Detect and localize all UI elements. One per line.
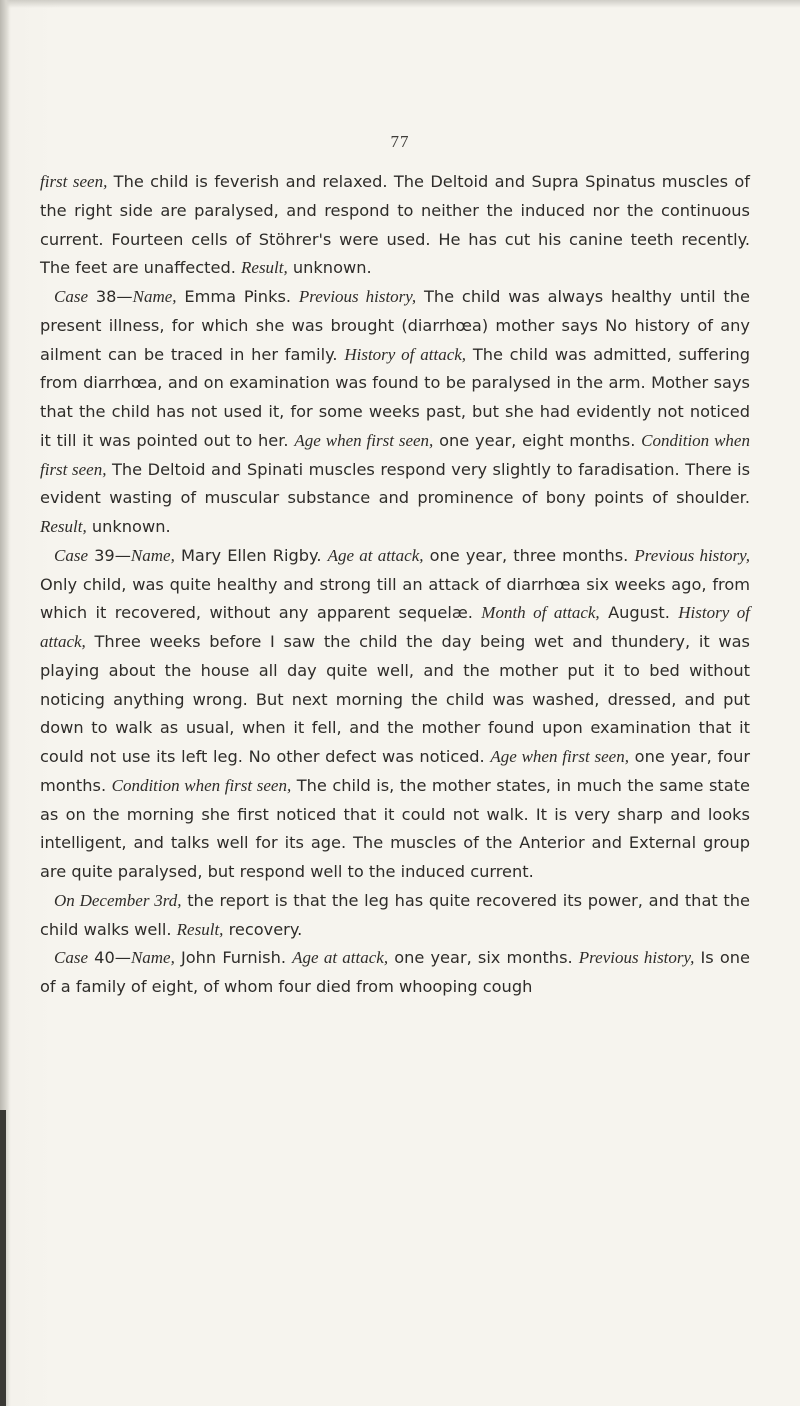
text-run: Emma Pinks.: [176, 287, 299, 306]
text-run: one year, four months.: [40, 747, 750, 795]
italic-label: first seen,: [40, 172, 108, 191]
page-number: 77: [390, 132, 410, 151]
text-run: the report is that the leg has quite recovered its power, and that the child walks well.: [40, 890, 750, 939]
italic-label: Case: [54, 545, 88, 565]
italic-label: Age when first seen,: [294, 430, 434, 450]
paragraph-case-38: [40, 283, 750, 542]
text-run: one year, eight months.: [433, 430, 642, 450]
paragraph-case-39-followup: [40, 887, 750, 945]
italic-label: Previous history,: [578, 948, 695, 968]
text-run: 38—: [88, 287, 133, 306]
page-top-shadow: [0, 0, 800, 8]
italic-label: Condition when first seen,: [111, 775, 292, 795]
text-run: recovery.: [223, 919, 303, 939]
text-run: unknown.: [86, 517, 171, 536]
italic-label: Name,: [130, 545, 175, 565]
body-text: [40, 168, 750, 1002]
paragraph-case-37-continued: [40, 168, 750, 283]
text-run: John Furnish.: [174, 948, 293, 968]
text-run: one year, three months.: [423, 545, 635, 565]
paragraph-case-39: [40, 542, 750, 887]
italic-label: On December 3rd,: [54, 890, 182, 910]
text-run: unknown.: [287, 258, 372, 278]
italic-label: Result,: [176, 919, 224, 939]
italic-label: Case: [54, 287, 88, 306]
text-run: The child is feverish and relaxed. The Deltoid and Supra Spinatus muscles of the right side are paralysed, and respond to neither the induced nor the continuous current. Fourteen cells of Stöhrer's were used. He has cut his canine teeth recently. The feet are unaffected.: [40, 172, 751, 278]
text-run: August.: [599, 603, 679, 623]
text-run: Is one of a family of eight, of whom four died from whooping cough: [40, 948, 751, 996]
text-run: The child was always healthy until the present illness, for which she was brought (diarrhœa) mother says No history of any ailment can be traced in her family.: [40, 287, 750, 364]
italic-label: Age when first seen,: [490, 747, 629, 766]
italic-label: Result,: [241, 258, 288, 278]
italic-label: Age at attack,: [327, 545, 424, 565]
text-run: Mary Ellen Rigby.: [174, 545, 328, 565]
text-run: The child is, the mother states, in much the same state as on the morning she first noticed that it could not walk. It is very sharp and looks intelligent, and talks well for its age. The muscles of the Anterior and External group are quite paralysed, but respond well to the induced current.: [40, 775, 750, 881]
italic-label: Previous history,: [634, 545, 750, 565]
paragraph-case-40: [40, 944, 750, 1002]
italic-label: Result,: [40, 517, 87, 536]
text-run: The child was admitted, suffering from diarrhœa, and on examination was found to be paralysed in the arm. Mother says that the child has not used it, for some weeks past, but she had evidently not noticed it till it was pointed out to her.: [40, 344, 750, 450]
text-run: one year, six months.: [388, 948, 579, 968]
text-run: 39—: [88, 545, 131, 565]
italic-label: History of attack,: [344, 344, 467, 364]
text-run: The Deltoid and Spinati muscles respond very slightly to faradisation. There is evident wasting of muscular substance and prominence of bony points of shoulder.: [40, 459, 751, 508]
binding-mark: [0, 1110, 6, 1406]
text-run: 40—: [88, 948, 131, 968]
italic-label: Month of attack,: [481, 603, 600, 623]
italic-label: Condition when first seen,: [40, 430, 750, 479]
italic-label: Name,: [132, 287, 177, 306]
italic-label: Name,: [130, 948, 175, 968]
italic-label: Previous history,: [298, 287, 417, 306]
text-run: Three weeks before I saw the child the day being wet and thundery, it was playing about the house all day quite well, and the mother put it to bed without noticing anything wrong. But next morning the child was washed, dressed, and put down to walk as usual, when it fell, and the mother found upon examination that it could not use its left leg. No other defect was noticed.: [40, 632, 750, 766]
italic-label: Age at attack,: [292, 948, 389, 968]
text-run: Only child, was quite healthy and strong till an attack of diarrhœa six weeks ago, from which it recovered, without any apparent sequelæ.: [40, 574, 750, 623]
italic-label: History of attack,: [40, 603, 750, 651]
italic-label: Case: [54, 948, 88, 968]
